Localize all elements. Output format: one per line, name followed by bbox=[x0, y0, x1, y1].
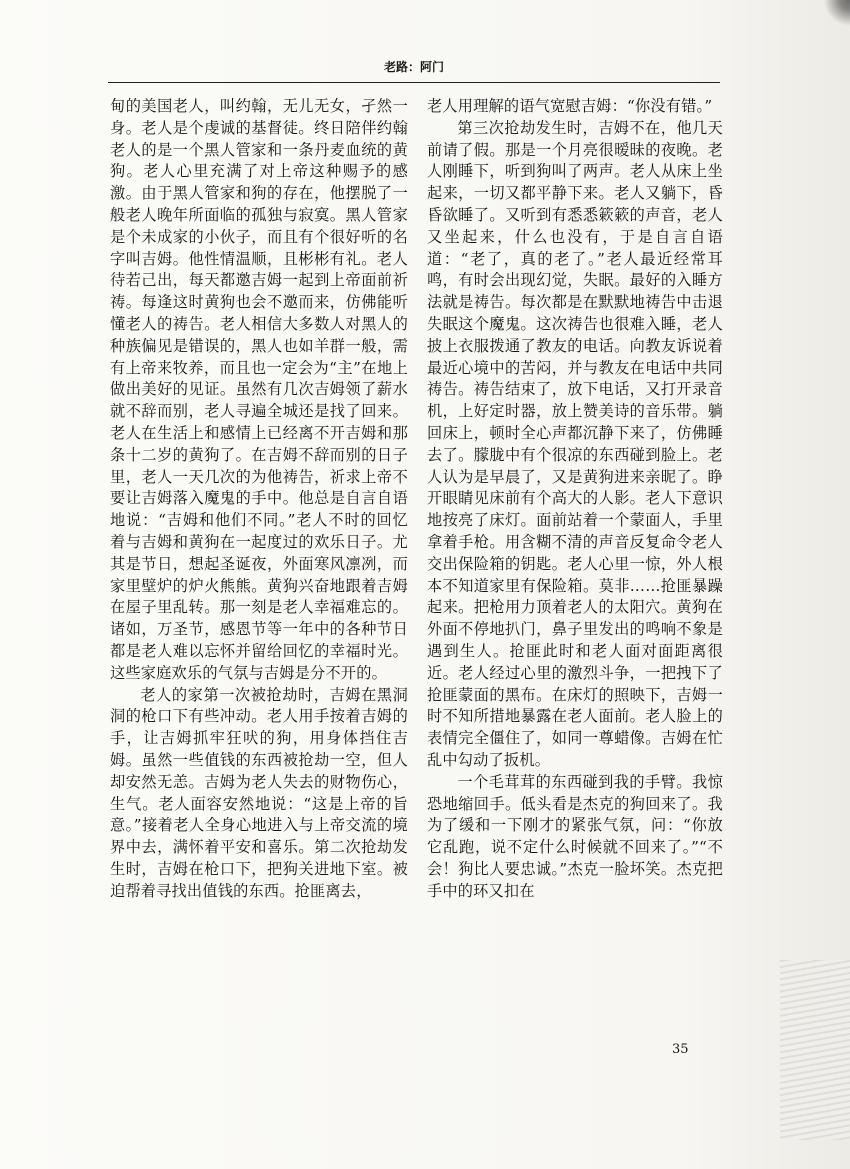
right-column bbox=[427, 96, 723, 902]
right-paragraph-2: 第三次抢劫发生时，吉姆不在，他几天前请了假。那是一个月亮很暧昧的夜晚。老人刚睡下，听到狗叫了两声。老人从床上坐起来，一切又都平静下来。老人又躺下，昏昏欲睡了。又听到有悉悉簌簌的声音，老人又坐起来，什么也没有，于是自言自语道：“老了，真的老了。”老人最近经常耳鸣，有时会出现幻觉，失眠。最好的入睡方法就是祷告。每次都是在默默地祷告中击退失眠这个魔鬼。这次祷告也很难入睡，老人披上衣服拨通了教友的电话。向教友诉说着最近心境中的苦闷，并与教友在电话中共同祷告。祷告结束了，放下电话，又打开录音机，上好定时器，放上赞美诗的音乐带。躺回床上，顿时全心声都沉静下来了，仿佛睡去了。朦胧中有个很凉的东西碰到脸上。老人认为是早晨了，又是黄狗进来亲昵了。睁开眼睛见床前有个高大的人影。老人下意识地按亮了床灯。面前站着一个蒙面人，手里拿着手枪。用含糊不清的声音反复命令老人交出保险箱的钥匙。老人心里一惊，外人根本不知道家里有保险箱。莫非……抢匪暴躁起来。把枪用力顶着老人的太阳穴。黄狗在外面不停地扒门，鼻子里发出的鸣响不象是遇到生人。抢匪此时和老人面对面距离很近。老人经过心里的激烈斗争，一把拽下了抢匪蒙面的黑布。在床灯的照映下，吉姆一时不知所措地暴露在老人面前。老人脸上的表情完全僵住了，如同一尊蜡像。吉姆在忙乱中勾动了扳机。 bbox=[427, 118, 723, 769]
page-edge-shadow bbox=[780, 960, 850, 1140]
left-paragraph-2: 老人的家第一次被抢劫时，吉姆在黑洞洞的枪口下有些冲动。老人用手按着吉姆的手，让吉姆抓牢狂吠的狗，用身体挡住吉姆。虽然一些值钱的东西被抢劫一空，但人却安然无恙。吉姆为老人失去的财物伤心，生气。老人面容安然地说：“这是上帝的旨意。”接着老人全身心地进入与上帝交流的境界中去，满怀着平安和喜乐。第二次抢劫发生时，吉姆在枪口下，把狗关进地下室。被迫帮着寻找出值钱的东西。抢匪离去， bbox=[110, 685, 408, 900]
header-rule bbox=[108, 82, 720, 83]
left-column bbox=[110, 96, 408, 902]
page-number: 35 bbox=[672, 1042, 689, 1057]
scan-corner-shadow bbox=[810, 0, 850, 40]
right-paragraph-3: 一个毛茸茸的东西碰到我的手臂。我惊恐地缩回手。低头看是杰克的狗回来了。我为了缓和一下刚才的紧张气氛，问：“你放它乱跑，说不定什么时候就不回来了。”“不会！狗比人要忠诚。”杰克一脸坏笑。杰克把手中的环又扣在 bbox=[427, 772, 723, 900]
right-paragraph-1: 老人用理解的语气宽慰吉姆：“你没有错。” bbox=[427, 97, 713, 115]
left-paragraph-1: 甸的美国老人，叫约翰，无儿无女，孑然一身。老人是个虔诚的基督徒。终日陪伴约翰老人的是一个黑人管家和一条丹麦血统的黄狗。老人心里充满了对上帝这种赐予的感激。由于黑人管家和狗的存在，他摆脱了一般老人晚年所面临的孤独与寂寞。黑人管家是个未成家的小伙子，而且有个很好听的名字叫吉姆。他性情温顺，且彬彬有礼。老人待若己出，每天都邀吉姆一起到上帝面前祈祷。每逢这时黄狗也会不邀而来，仿佛能听懂老人的祷告。老人相信大多数人对黑人的种族偏见是错误的，黑人也如羊群一般，需有上帝来牧养，而且也一定会为“主”在地上做出美好的见证。虽然有几次吉姆领了薪水就不辞而别，老人寻遍全城还是找了回来。老人在生活上和感情上已经离不开吉姆和那条十二岁的黄狗了。在吉姆不辞而别的日子里，老人一天几次的为他祷告，祈求上帝不要让吉姆落入魔鬼的手中。他总是自言自语地说：“吉姆和他们不同。”老人不时的回忆着与吉姆和黄狗在一起度过的欢乐日子。尤其是节日，想起圣诞夜，外面寒风凛冽，而家里壁炉的炉火熊熊。黄狗兴奋地跟着吉姆在屋子里乱转。那一刻是老人幸福难忘的。诸如，万圣节，感恩节等一年中的各种节日都是老人难以忘怀并留给回忆的幸福时光。这些家庭欢乐的气氛与吉姆是分不开的。 bbox=[110, 97, 408, 682]
running-header: 老路：阿门 bbox=[383, 60, 444, 74]
